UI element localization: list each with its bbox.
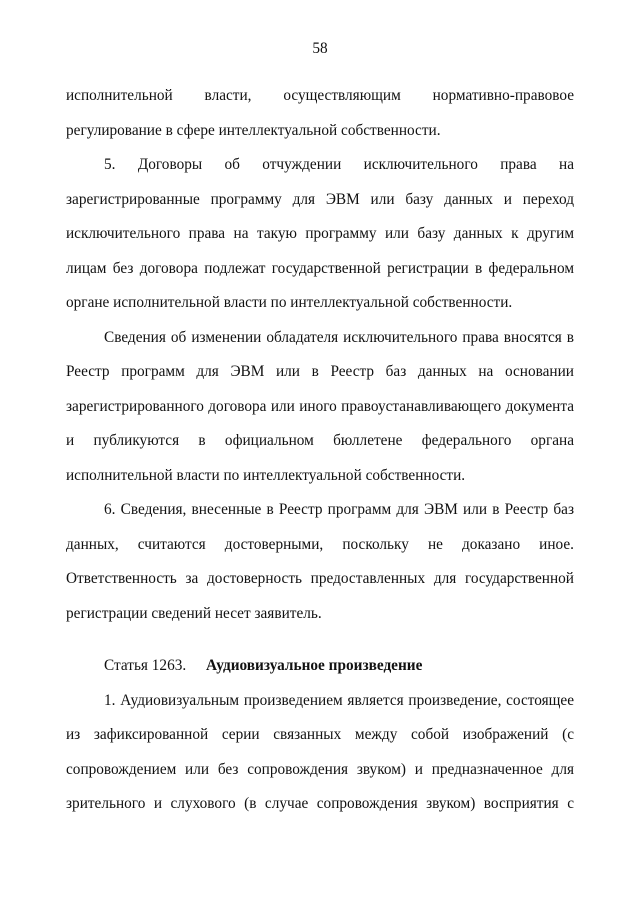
article-number: Статья 1263. (104, 657, 187, 674)
text-line: 5. Договоры об отчуждении исключительного права на (104, 156, 574, 173)
text-line: органе исполнительной власти по интеллектуальной собственности. (66, 294, 513, 311)
paragraph-continuation (66, 86, 574, 155)
text-line: 1. Аудиовизуальным произведением является произведение, состоящее (104, 691, 574, 709)
spacer (66, 638, 574, 656)
text-line: сопровождением или без сопровождения звуком) и предназначенное для (66, 760, 574, 778)
paragraph-item-6 (66, 500, 574, 638)
text-line: зарегистрированного договора или иного правоустанавливающего документа (66, 397, 574, 415)
text-line: и публикуются в официальном бюллетене федерального органа (66, 432, 574, 449)
paragraph-item-5 (66, 155, 574, 328)
paragraph-article-item-1 (66, 691, 574, 829)
article-title: Аудиовизуальное произведение (206, 657, 423, 674)
text-line: регулирование в сфере интеллектуальной собственности. (66, 121, 441, 139)
document-body (66, 86, 574, 829)
text-line: из зафиксированной серии связанных между собой изображений (с (66, 726, 574, 743)
text-line: исключительного права на такую программу или базу данных к другим (66, 225, 574, 242)
text-line: зрительного и слухового (в случае сопровождения звуком) восприятия с (66, 795, 574, 812)
text-line: Сведения об изменении обладателя исключительного права вносятся в (104, 328, 574, 346)
page-number: 58 (312, 40, 328, 57)
text-line: Ответственность за достоверность предоставленных для государственной (66, 570, 574, 587)
text-line: регистрации сведений несет заявитель. (66, 604, 322, 622)
text-line: 6. Сведения, внесенные в Реестр программ для ЭВМ или в Реестр баз (104, 501, 574, 518)
text-line: лицам без договора подлежат государственной регистрации в федеральном (66, 259, 574, 277)
text-line: исполнительной власти по интеллектуальной собственности. (66, 466, 466, 484)
text-line: исполнительной власти, осуществляющим нормативно-правовое (66, 87, 574, 104)
text-line: зарегистрированные программу для ЭВМ или базу данных и переход (66, 190, 574, 208)
text-line: данных, считаются достоверными, поскольку не доказано иное. (66, 535, 574, 553)
article-heading (66, 656, 574, 691)
paragraph-registry-changes (66, 328, 574, 501)
text-line: Реестр программ для ЭВМ или в Реестр баз данных на основании (66, 363, 574, 380)
